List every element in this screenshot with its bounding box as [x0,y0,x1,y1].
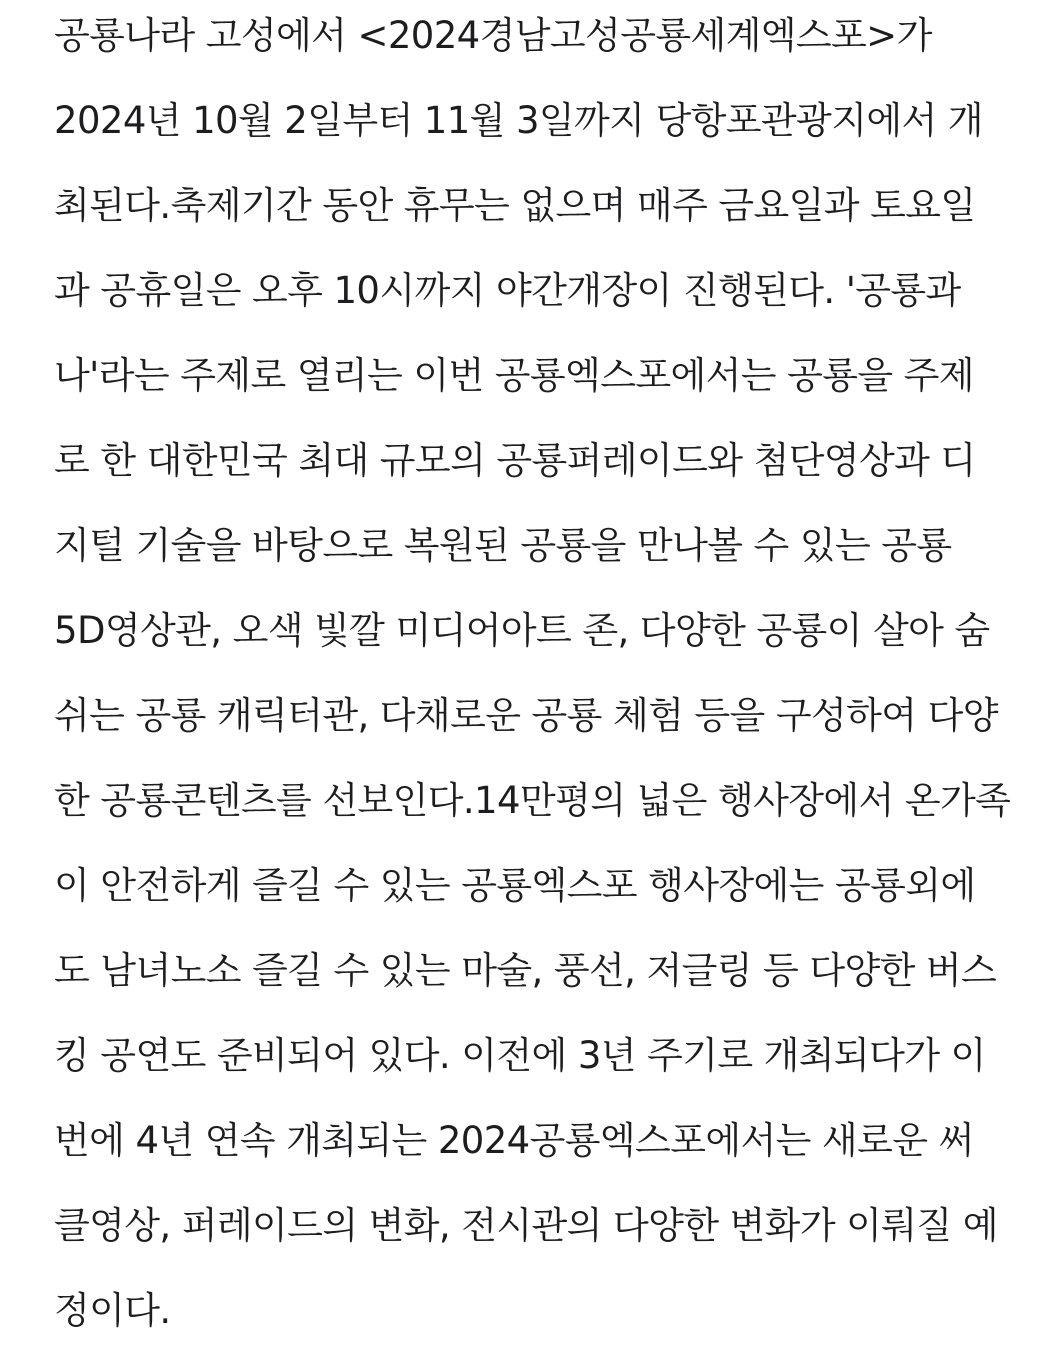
article-line: 공룡나라 고성에서 <2024경남고성공룡세계엑스포>가 [54,14,932,57]
article-line: 5D영상관, 오색 빛깔 미디어아트 존, 다양한 공룡이 살아 숨 [54,609,990,652]
article-line: 번에 4년 연속 개최되는 2024공룡엑스포에서는 새로운 써 [54,1119,974,1162]
article-line: 쉬는 공룡 캐릭터관, 다채로운 공룡 체험 등을 구성하여 다양 [54,694,998,737]
article-line: 한 공룡콘텐츠를 선보인다.14만평의 넓은 행사장에서 온가족 [54,779,1011,822]
article-line: 클영상, 퍼레이드의 변화, 전시관의 다양한 변화가 이뤄질 예 [54,1204,998,1247]
article-line: 나'라는 주제로 열리는 이번 공룡엑스포에서는 공룡을 주제 [54,354,974,397]
article-line: 2024년 10월 2일부터 11월 3일까지 당항포관광지에서 개 [54,99,983,142]
article-line: 지털 기술을 바탕으로 복원된 공룡을 만나볼 수 있는 공룡 [54,524,952,567]
article-line: 로 한 대한민국 최대 규모의 공룡퍼레이드와 첨단영상과 디 [54,439,976,482]
article-line: 도 남녀노소 즐길 수 있는 마술, 풍선, 저글링 등 다양한 버스 [54,949,997,992]
article-line: 정이다. [54,1289,171,1332]
article-line: 이 안전하게 즐길 수 있는 공룡엑스포 행사장에는 공룡외에 [54,864,976,907]
article-line: 킹 공연도 준비되어 있다. 이전에 3년 주기로 개최되다가 이 [54,1034,986,1077]
article-line: 최된다.축제기간 동안 휴무는 없으며 매주 금요일과 토요일 [54,184,976,227]
article-line: 과 공휴일은 오후 10시까지 야간개장이 진행된다. '공룡과 [54,269,961,312]
